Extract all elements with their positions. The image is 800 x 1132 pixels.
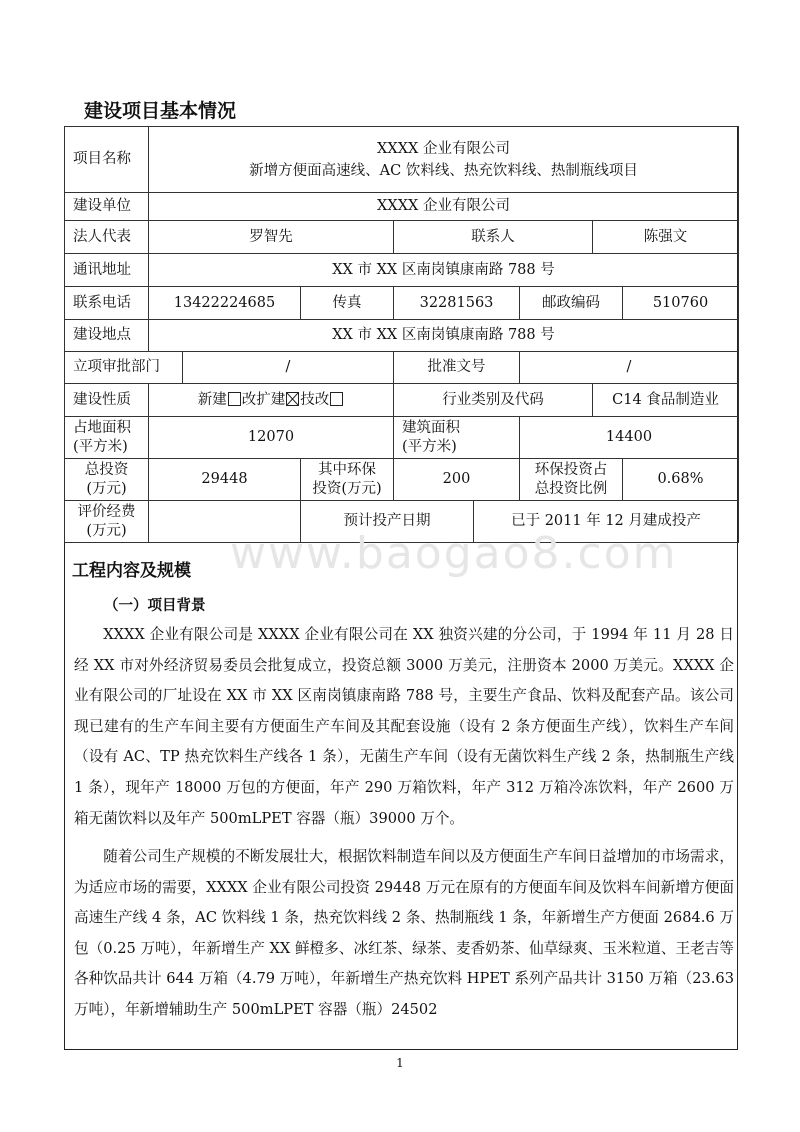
phone-label: 联系电话 bbox=[65, 287, 149, 320]
row-site bbox=[65, 320, 739, 352]
production-date-label: 预计投产日期 bbox=[301, 501, 474, 543]
row-address bbox=[65, 254, 739, 287]
project-name-label: 项目名称 bbox=[65, 127, 149, 193]
row-investment bbox=[65, 459, 739, 501]
building-area-value: 14400 bbox=[520, 417, 739, 459]
project-info-table bbox=[64, 126, 739, 543]
land-area-label bbox=[65, 417, 149, 459]
contact-value: 陈强文 bbox=[593, 221, 739, 254]
eval-fee-value bbox=[149, 501, 301, 543]
building-area-label bbox=[394, 417, 520, 459]
legal-rep-label: 法人代表 bbox=[65, 221, 149, 254]
row-nature bbox=[65, 384, 739, 417]
approval-dept-label: 立项审批部门 bbox=[65, 352, 183, 384]
env-ratio-label-line2: 总投资比例 bbox=[534, 480, 608, 497]
total-invest-label-line2: (万元) bbox=[86, 480, 127, 497]
project-name-value bbox=[149, 127, 739, 193]
env-invest-label-line1: 其中环保 bbox=[318, 461, 376, 478]
env-invest-label bbox=[301, 459, 394, 501]
postcode-label: 邮政编码 bbox=[520, 287, 623, 320]
sub-title: （一）项目背景 bbox=[104, 598, 206, 614]
fax-value: 32281563 bbox=[394, 287, 520, 320]
project-name-line1: XXXX 企业有限公司 bbox=[377, 140, 510, 157]
industry-value: C14 食品制造业 bbox=[593, 384, 739, 417]
paragraph-2: 随着公司生产规模的不断发展壮大，根据饮料制造车间以及方便面生产车间日益增加的市场需求，为适应市场的需要，XXXX 企业有限公司投资 29448 万元在原有的方便面车间及饮料车间新增方便面高速生产线 4 条，AC 饮料线 1 条，热充饮料线 2 条、热制瓶线 1 条，年新增生产方便面 2684.6 万包（0.25 万吨），年新增生产 XX 鲜橙多、冰红茶、绿茶、麦香奶茶、仙草绿爽、玉米粒道、王老吉等各种饮品共计 644 万箱（4.79 万吨），年新增生产热充饮料 HPET 系列产品共计 3150 万箱（23.63 万吨），年新增辅助生产 500mLPET 容器（瓶）24502 bbox=[74, 848, 734, 1018]
page-number: 1 bbox=[396, 1056, 404, 1070]
row-builder bbox=[65, 193, 739, 221]
row-phone bbox=[65, 287, 739, 320]
nature-expand-checkbox-checked bbox=[286, 392, 299, 406]
nature-tech-label: 技改 bbox=[300, 391, 330, 408]
building-area-label-line1: 建筑面积 bbox=[402, 419, 460, 436]
project-name-line2: 新增方便面高速线、AC 饮料线、热充饮料线、热制瓶线项目 bbox=[249, 162, 638, 179]
site-label: 建设地点 bbox=[65, 320, 149, 352]
page-heading: 建设项目基本情况 bbox=[84, 100, 237, 122]
eval-fee-label-line1: 评价经费 bbox=[77, 503, 136, 520]
nature-tech-checkbox bbox=[330, 392, 343, 406]
builder-label: 建设单位 bbox=[65, 193, 149, 221]
env-ratio-label-line1: 环保投资占 bbox=[534, 461, 608, 478]
nature-label: 建设性质 bbox=[65, 384, 149, 417]
total-invest-value: 29448 bbox=[149, 459, 301, 501]
industry-label: 行业类别及代码 bbox=[394, 384, 593, 417]
address-label: 通讯地址 bbox=[65, 254, 149, 287]
contact-label: 联系人 bbox=[394, 221, 593, 254]
fax-label: 传真 bbox=[301, 287, 394, 320]
eval-fee-label bbox=[65, 501, 149, 543]
total-invest-label bbox=[65, 459, 149, 501]
env-invest-value: 200 bbox=[394, 459, 520, 501]
row-area bbox=[65, 417, 739, 459]
builder-value: XXXX 企业有限公司 bbox=[149, 193, 739, 221]
land-area-label-line2: (平方米) bbox=[73, 438, 128, 455]
production-date-value: 已于 2011 年 12 月建成投产 bbox=[474, 501, 739, 543]
nature-new-checkbox bbox=[228, 392, 241, 406]
row-project-name bbox=[65, 127, 739, 193]
building-area-label-line2: (平方米) bbox=[402, 438, 457, 455]
site-value: XX 市 XX 区南岗镇康南路 788 号 bbox=[149, 320, 739, 352]
env-invest-label-line2: 投资(万元) bbox=[312, 480, 382, 497]
watermark: www.baogao8.com bbox=[230, 528, 678, 579]
env-ratio-label bbox=[520, 459, 623, 501]
legal-rep-value: 罗智先 bbox=[149, 221, 394, 254]
nature-options bbox=[149, 384, 394, 417]
nature-new-label: 新建 bbox=[197, 391, 227, 408]
approval-dept-value: / bbox=[183, 352, 394, 384]
row-evaluation bbox=[65, 501, 739, 543]
nature-expand-label: 改扩建 bbox=[241, 391, 286, 408]
env-ratio-value: 0.68% bbox=[623, 459, 739, 501]
total-invest-label-line1: 总投资 bbox=[84, 461, 129, 478]
row-legal-rep bbox=[65, 221, 739, 254]
land-area-value: 12070 bbox=[149, 417, 394, 459]
land-area-label-line1: 占地面积 bbox=[73, 419, 131, 436]
postcode-value: 510760 bbox=[623, 287, 739, 320]
approval-doc-value: / bbox=[520, 352, 739, 384]
approval-doc-label: 批准文号 bbox=[394, 352, 520, 384]
phone-value: 13422224685 bbox=[149, 287, 301, 320]
address-value: XX 市 XX 区南岗镇康南路 788 号 bbox=[149, 254, 739, 287]
row-approval bbox=[65, 352, 739, 384]
section-title: 工程内容及规模 bbox=[72, 561, 191, 581]
paragraph-1: XXXX 企业有限公司是 XXXX 企业有限公司在 XX 独资兴建的分公司，于 1994 年 11 月 28 日经 XX 市对外经济贸易委员会批复成立，投资总额 3000 万美元，注册资本 2000 万美元。XXXX 企业有限公司的厂址设在 XX 市 XX 区南岗镇康南路 788 号，主要生产食品、饮料及配套产品。该公司现已建有的生产车间主要有方便面生产车间及其配套设施（设有 2 条方便面生产线），饮料生产车间（设有 AC、TP 热充饮料生产线各 1 条），无菌生产车间（设有无菌饮料生产线 2 条，热制瓶生产线 1 条），现年产 18000 万包的方便面，年产 290 万箱饮料，年产 312 万箱冷冻饮料，年产 2600 万箱无菌饮料以及年产 500mLPET 容器（瓶）39000 万个。 bbox=[74, 626, 734, 827]
eval-fee-label-line2: (万元) bbox=[86, 522, 127, 539]
